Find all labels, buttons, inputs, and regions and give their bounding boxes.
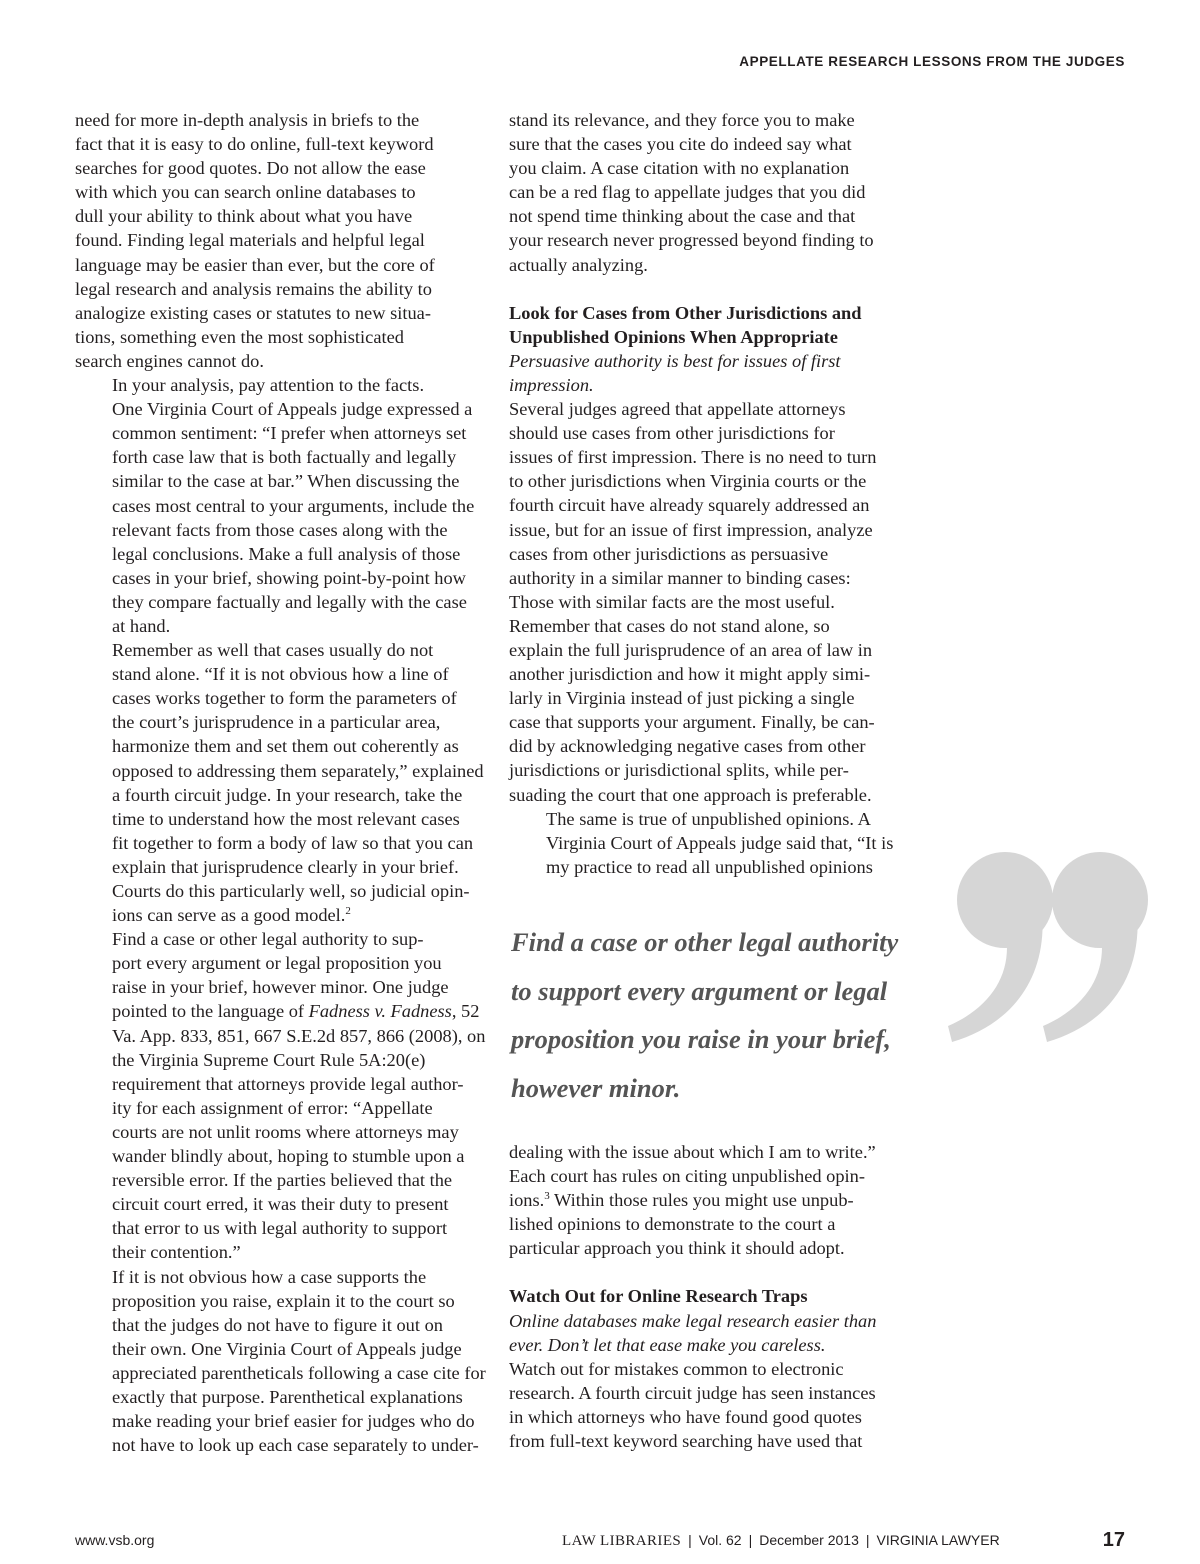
- text-line: at hand.: [112, 615, 171, 636]
- right-column: [509, 108, 909, 879]
- text-line: issue, but for an issue of first impression, analyze: [509, 519, 873, 540]
- text-line: requirement that attorneys provide legal author-: [112, 1073, 464, 1094]
- paragraph: [509, 108, 909, 277]
- text-line: Remember that cases do not stand alone, so: [509, 615, 830, 636]
- text-line: cases in your brief, showing point-by-point how: [112, 567, 466, 588]
- text-line: proposition you raise, explain it to the court so: [112, 1290, 455, 1311]
- text-line: search engines cannot do.: [75, 350, 264, 371]
- text-line: authority in a similar manner to binding cases:: [509, 567, 851, 588]
- text-line: that error to us with legal authority to support: [112, 1218, 448, 1239]
- text-line: your research never progressed beyond finding to: [509, 230, 874, 251]
- text-line: One Virginia Court of Appeals judge expressed a: [112, 399, 473, 420]
- text-line: wander blindly about, hoping to stumble upon a: [112, 1146, 465, 1167]
- paragraph: [75, 108, 473, 373]
- text-line: their own. One Virginia Court of Appeals judge: [112, 1338, 462, 1359]
- text-line: to support every argument or legal: [511, 975, 888, 1006]
- text-line: should use cases from other jurisdictions for: [509, 423, 835, 444]
- text-line: that the judges do not have to figure it out on: [112, 1314, 443, 1335]
- text-line: legal research and analysis remains the ability to: [75, 278, 432, 299]
- text-line: ity for each assignment of error: “Appellate: [112, 1097, 433, 1118]
- text-line: The same is true of unpublished opinions. A: [546, 808, 871, 829]
- footer-separator: |: [748, 1532, 753, 1548]
- right-column-lower: [509, 1140, 909, 1453]
- section-heading: [509, 301, 909, 349]
- text-line: Unpublished Opinions When Appropriate: [509, 326, 838, 347]
- text-line: cases works together to form the parameters of: [112, 688, 457, 709]
- section-dek: [509, 1309, 909, 1357]
- text-line: appreciated parentheticals following a case cite for: [112, 1362, 486, 1383]
- text-line: Watch out for mistakes common to electronic: [509, 1358, 844, 1379]
- text-line: another jurisdiction and how it might apply simi-: [509, 664, 871, 685]
- footer-separator: |: [865, 1532, 870, 1548]
- footer-date: December 2013: [759, 1532, 859, 1548]
- text-line: Several judges agreed that appellate attorneys: [509, 399, 846, 420]
- text-line: analogize existing cases or statutes to new situa-: [75, 302, 431, 323]
- text-line: courts are not unlit rooms where attorneys may: [112, 1121, 459, 1142]
- text-line: cases from other jurisdictions as persuasive: [509, 543, 829, 564]
- text-line: dealing with the issue about which I am to write.”: [509, 1142, 876, 1162]
- text-line: Look for Cases from Other Jurisdictions and: [509, 302, 862, 323]
- text-line: Those with similar facts are the most useful.: [509, 591, 835, 612]
- page-number: 17: [1102, 1529, 1125, 1551]
- text-line: common sentiment: “I prefer when attorneys set: [112, 423, 467, 444]
- text-line: stand its relevance, and they force you to make: [509, 110, 855, 130]
- text-line: my practice to read all unpublished opinions: [546, 856, 873, 877]
- text-line: language may be easier than ever, but the core of: [75, 254, 435, 275]
- paragraph-line: pointed to the language of: [112, 1001, 309, 1022]
- text-line: research. A fourth circuit judge has seen instances: [509, 1382, 876, 1403]
- text-line: with which you can search online databases to: [75, 182, 416, 203]
- paragraph: [75, 373, 473, 638]
- text-line: actually analyzing.: [509, 254, 648, 275]
- quote-mark-icon: [930, 760, 1150, 1090]
- text-line: relevant facts from those cases along with the: [112, 519, 448, 540]
- paragraph: [509, 1357, 909, 1453]
- paragraph: [509, 1140, 909, 1260]
- text-line: not have to look up each case separately to under-: [112, 1435, 479, 1456]
- text-line: harmonize them and set them out coherently as: [112, 736, 459, 757]
- text-line: lished opinions to demonstrate to the court a: [509, 1214, 836, 1235]
- section-heading: Watch Out for Online Research Traps: [509, 1286, 808, 1307]
- text-line: cases most central to your arguments, include the: [112, 495, 475, 516]
- text-line: the court’s jurisprudence in a particular area,: [112, 712, 441, 733]
- paragraph-line: ions can serve as a good model.: [112, 905, 346, 926]
- footer-volume: Vol. 62: [698, 1532, 742, 1548]
- pull-quote: [511, 918, 941, 1112]
- text-line: Each court has rules on citing unpublished opin-: [509, 1166, 865, 1187]
- text-line: need for more in-depth analysis in briefs to the: [75, 110, 420, 130]
- paragraph-line: , 52: [451, 1001, 480, 1022]
- text-line: opposed to addressing them separately,” explained: [112, 760, 484, 781]
- text-line: Find a case or other legal authority: [511, 927, 899, 957]
- text-line: In your analysis, pay attention to the facts.: [112, 375, 425, 396]
- left-column: [75, 108, 486, 1457]
- paragraph: [509, 807, 909, 879]
- footer-separator: |: [688, 1532, 692, 1548]
- footer-info: [562, 1532, 1000, 1550]
- paragraph: [75, 1265, 486, 1458]
- footer-url[interactable]: www.vsb.org: [75, 1532, 155, 1548]
- text-line: however minor.: [511, 1072, 681, 1103]
- footer-section: LAW LIBRARIES: [562, 1533, 682, 1549]
- paragraph-line: ions.: [509, 1190, 545, 1211]
- text-line: Find a case or other legal authority to sup-: [112, 929, 424, 950]
- text-line: a fourth circuit judge. In your research, take the: [112, 784, 463, 805]
- text-line: proposition you raise in your brief,: [511, 1024, 891, 1054]
- text-line: from full-text keyword searching have used that: [509, 1431, 863, 1452]
- text-line: searches for good quotes. Do not allow the ease: [75, 158, 426, 179]
- text-line: the Virginia Supreme Court Rule 5A:20(e): [112, 1049, 426, 1070]
- footnote-ref: 3: [544, 1190, 550, 1203]
- case-name: Fadness v. Fadness: [308, 1001, 452, 1022]
- text-line: Online databases make legal research easier than: [509, 1310, 877, 1331]
- text-line: can be a red flag to appellate judges that you did: [509, 182, 866, 203]
- text-line: Persuasive authority is best for issues of first: [509, 350, 841, 371]
- text-line: to other jurisdictions when Virginia courts or the: [509, 471, 867, 492]
- text-line: Remember as well that cases usually do not: [112, 640, 434, 661]
- footer: [75, 1530, 1125, 1554]
- section-dek: [509, 349, 909, 397]
- text-line: in which attorneys who have found good quotes: [509, 1406, 862, 1427]
- running-head: APPELLATE RESEARCH LESSONS FROM THE JUDGES: [739, 54, 1125, 69]
- text-line: explain the full jurisprudence of an area of law in: [509, 639, 873, 660]
- paragraph-line: Within those rules you might use unpub-: [549, 1190, 854, 1211]
- text-line: found. Finding legal materials and helpful legal: [75, 230, 425, 251]
- text-line: suading the court that one approach is preferable.: [509, 784, 872, 805]
- text-line: you claim. A case citation with no explanation: [509, 158, 850, 179]
- text-line: time to understand how the most relevant cases: [112, 808, 460, 829]
- text-line: fourth circuit have already squarely addressed an: [509, 495, 870, 516]
- text-line: fit together to form a body of law so that you can: [112, 832, 474, 853]
- text-line: jurisdictions or jurisdictional splits, while per-: [509, 760, 849, 781]
- text-line: they compare factually and legally with the case: [112, 591, 467, 612]
- text-line: Va. App. 833, 851, 667 S.E.2d 857, 866 (2008), on: [112, 1025, 486, 1046]
- footnote-ref: 2: [345, 905, 351, 918]
- text-line: tions, something even the most sophisticated: [75, 326, 404, 347]
- text-line: fact that it is easy to do online, full-text keyword: [75, 134, 434, 155]
- text-line: raise in your brief, however minor. One judge: [112, 977, 449, 998]
- text-line: legal conclusions. Make a full analysis of those: [112, 543, 461, 564]
- text-line: make reading your brief easier for judges who do: [112, 1411, 475, 1432]
- text-line: exactly that purpose. Parenthetical explanations: [112, 1386, 463, 1407]
- text-line: case that supports your argument. Finally, be can-: [509, 712, 875, 733]
- text-line: did by acknowledging negative cases from other: [509, 736, 866, 757]
- text-line: Courts do this particularly well, so judicial opin-: [112, 881, 470, 901]
- text-line: reversible error. If the parties believed that the: [112, 1170, 453, 1191]
- text-line: If it is not obvious how a case supports the: [112, 1266, 427, 1287]
- text-line: circuit court erred, it was their duty to present: [112, 1194, 449, 1215]
- paragraph: [75, 927, 486, 1264]
- text-line: not spend time thinking about the case and that: [509, 206, 856, 227]
- paragraph: [75, 638, 484, 927]
- text-line: port every argument or legal proposition you: [112, 953, 442, 974]
- text-line: sure that the cases you cite do indeed say what: [509, 134, 852, 155]
- text-line: explain that jurisprudence clearly in your brief.: [112, 856, 459, 877]
- footer-publication: VIRGINIA LAWYER: [876, 1532, 1000, 1548]
- text-line: larly in Virginia instead of just picking a single: [509, 688, 855, 709]
- text-line: dull your ability to think about what you have: [75, 206, 413, 227]
- text-line: impression.: [509, 374, 594, 395]
- text-line: similar to the case at bar.” When discussing the: [112, 471, 460, 492]
- text-line: particular approach you think it should adopt.: [509, 1238, 845, 1259]
- text-line: their contention.”: [112, 1242, 241, 1263]
- paragraph: [509, 397, 909, 807]
- text-line: Virginia Court of Appeals judge said that, “It is: [546, 832, 894, 853]
- text-line: issues of first impression. There is no need to turn: [509, 447, 877, 468]
- text-line: forth case law that is both factually and legally: [112, 447, 457, 468]
- text-line: stand alone. “If it is not obvious how a line of: [112, 664, 449, 685]
- text-line: ever. Don’t let that ease make you careless.: [509, 1334, 826, 1355]
